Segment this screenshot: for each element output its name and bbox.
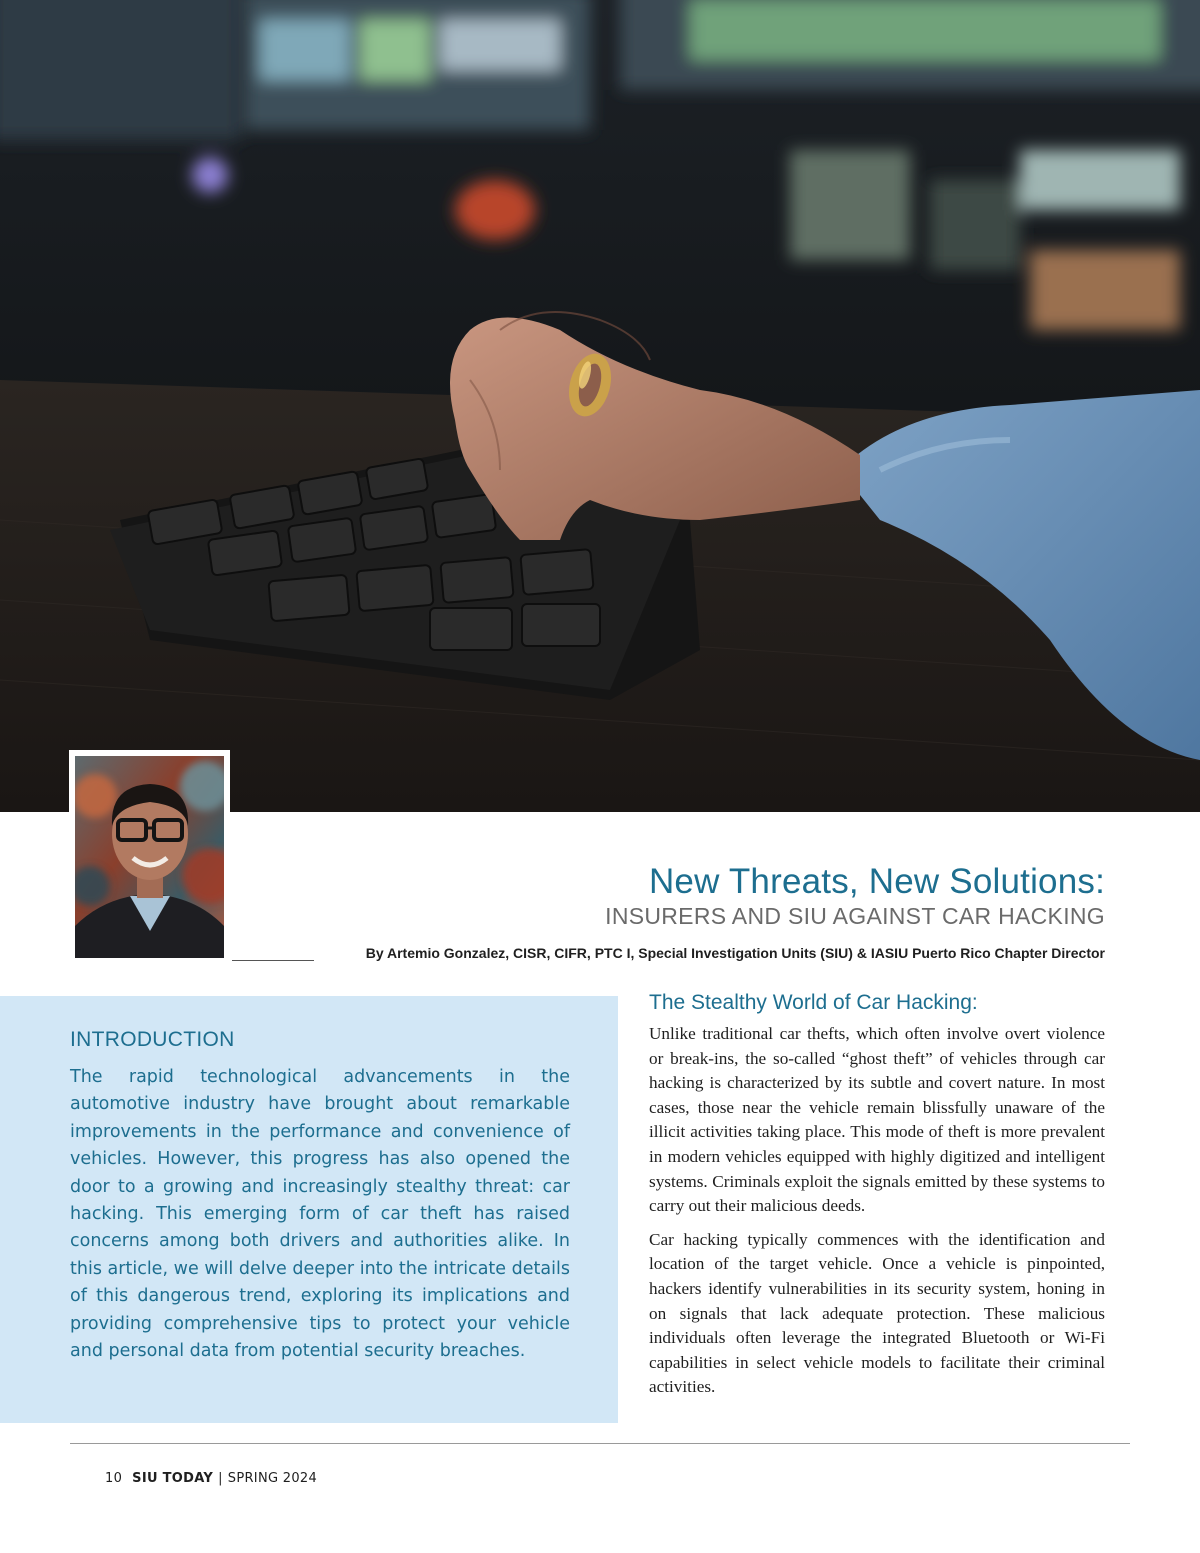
- byline-divider: [232, 960, 314, 961]
- article-title: New Threats, New Solutions:: [648, 862, 1105, 901]
- page-footer: [105, 1471, 317, 1486]
- body-paragraph: Car hacking typically commences with the identification and location of the target vehicle. Once a vehicle is pinpointed, hackers identify vulnerabilities in its security system, honing in on signals that lack adequate protection. These malicious individuals often leverage the integrated Bluetooth or Wi-Fi capabilities in select vehicle models to facilitate their criminal activities.: [649, 1229, 1105, 1397]
- section-heading: The Stealthy World of Car Hacking:: [649, 991, 978, 1014]
- issue-label: SPRING 2024: [227, 1471, 318, 1486]
- footer-separator: |: [218, 1471, 223, 1486]
- author-portrait: [69, 750, 230, 964]
- page-number: 10: [105, 1471, 123, 1486]
- article-body: [649, 1022, 1105, 1409]
- body-paragraph: Unlike traditional car thefts, which often involve overt violence or break-ins, the so-called “ghost theft” of vehicles through car hacking is characterized by its subtle and covert nature. In most cases, those near the vehicle remain blissfully unaware of the illicit activities taking place. This mode of theft is more prevalent in modern vehicles equipped with highly digitized and intelligent systems. Criminals exploit the signals emitted by these systems to carry out their malicious deeds.: [649, 1024, 1105, 1216]
- author-byline: By Artemio Gonzalez, CISR, CIFR, PTC I, Special Investigation Units (SIU) & IASIU Puerto Rico Chapter Director: [365, 945, 1105, 961]
- introduction-text: The rapid technological advancements in the automotive industry have brought about remarkable improvements in the performance and convenience of vehicles. However, this progress has also opened the door to a growing and increasingly stealthy threat: car hacking. This emerging form of car theft has raised concerns among both drivers and authorities alike. In this article, we will delve deeper into the intricate details of this dangerous trend, exploring its implications and providing comprehensive tips to protect your vehicle and personal data from potential security breaches.: [70, 1067, 570, 1362]
- magazine-name: SIU TODAY: [132, 1471, 214, 1486]
- footer-divider: [70, 1443, 1130, 1444]
- article-subtitle: INSURERS AND SIU AGAINST CAR HACKING: [605, 903, 1105, 929]
- introduction-heading: INTRODUCTION: [70, 1028, 235, 1051]
